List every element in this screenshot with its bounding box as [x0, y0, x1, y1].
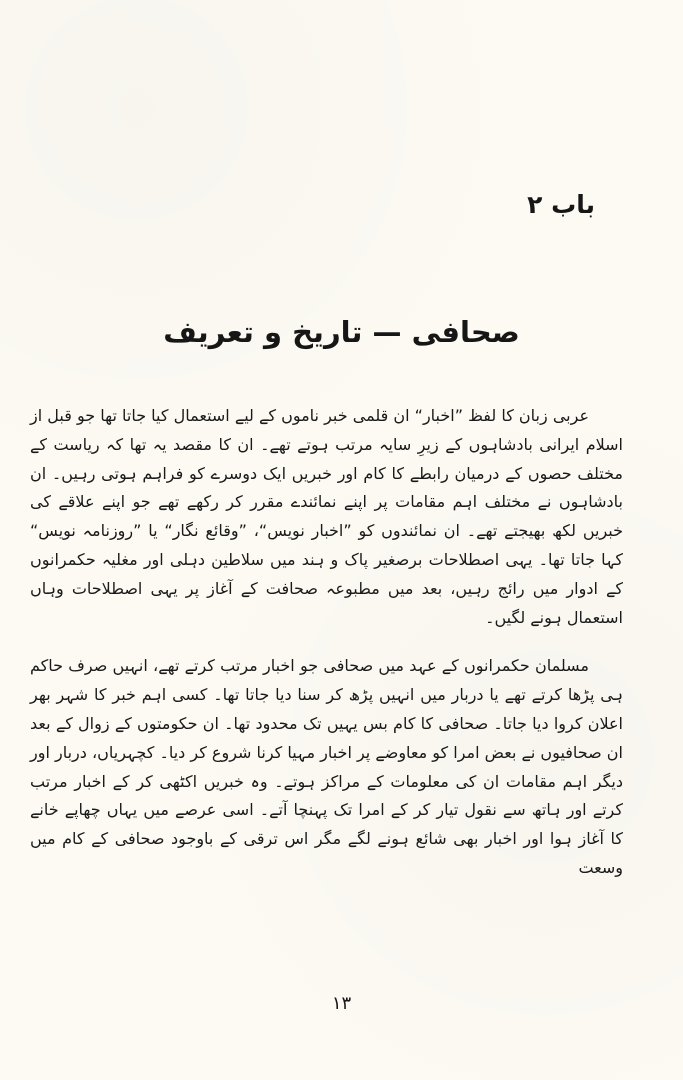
paragraph-2: مسلمان حکمرانوں کے عہد میں صحافی جو اخبار مرتب کرتے تھے، انہیں صرف حاکم ہی پڑھا کرتے تھے یا دربار میں انہیں پڑھ کر سنا دیا جاتا تھا۔ کسی اہم خبر کا شہر بھر اعلان کروا دیا جاتا۔ صحافی کا کام بس یہیں تک محدود تھا۔ ان حکومتوں کے زوال کے بعد ان صحافیوں نے بعض امرا کو معاوضے پر اخبار مہیا کرنا شروع کر دیا۔ کچہریاں، دربار اور دیگر اہم مقامات ان کی معلومات کے مراکز ہوتے۔ وہ خبریں اکٹھی کر کے اخبار مرتب کرتے اور ہاتھ سے نقول تیار کر کے امرا تک پہنچا آتے۔ اسی عرصے میں یہاں چھاپے خانے کا آغاز ہوا اور اخبار بھی شائع ہونے لگے مگر اس ترقی کے باوجود صحافی کے کام میں وسعت	[30, 656, 623, 877]
paragraph-1: عربی زبان کا لفظ ”اخبار“ ان قلمی خبر ناموں کے لیے استعمال کیا جاتا تھا جو قبل از اسلام ایرانی بادشاہوں کے زیرِ سایہ مرتب ہوتے تھے۔ ان کا مقصد یہ تھا کہ ریاست کے مختلف حصوں کے درمیان رابطے کا کام اور خبریں ایک دوسرے کو فراہم ہوتی رہیں۔ ان بادشاہوں نے مختلف اہم مقامات پر اپنے نمائندے مقرر کر رکھے تھے جو اپنے علاقے کی خبریں لکھ بھیجتے تھے۔ ان نمائندوں کو ”اخبار نویس“، ”وقائع نگار“ یا ”روزنامہ نویس“ کہا جاتا تھا۔ یہی اصطلاحات برصغیر پاک و ہند میں سلاطین دہلی اور مغلیہ حکمرانوں کے ادوار میں رائج رہیں، بعد میں مطبوعہ صحافت کے آغاز پر یہی اصطلاحات وہاں استعمال ہونے لگیں۔	[30, 406, 624, 627]
page-title: صحافی — تاریخ و تعریف	[163, 315, 520, 349]
chapter-label: باب ۲	[527, 190, 595, 219]
body-text	[30, 402, 623, 903]
page-number: ۱۳	[331, 993, 352, 1014]
